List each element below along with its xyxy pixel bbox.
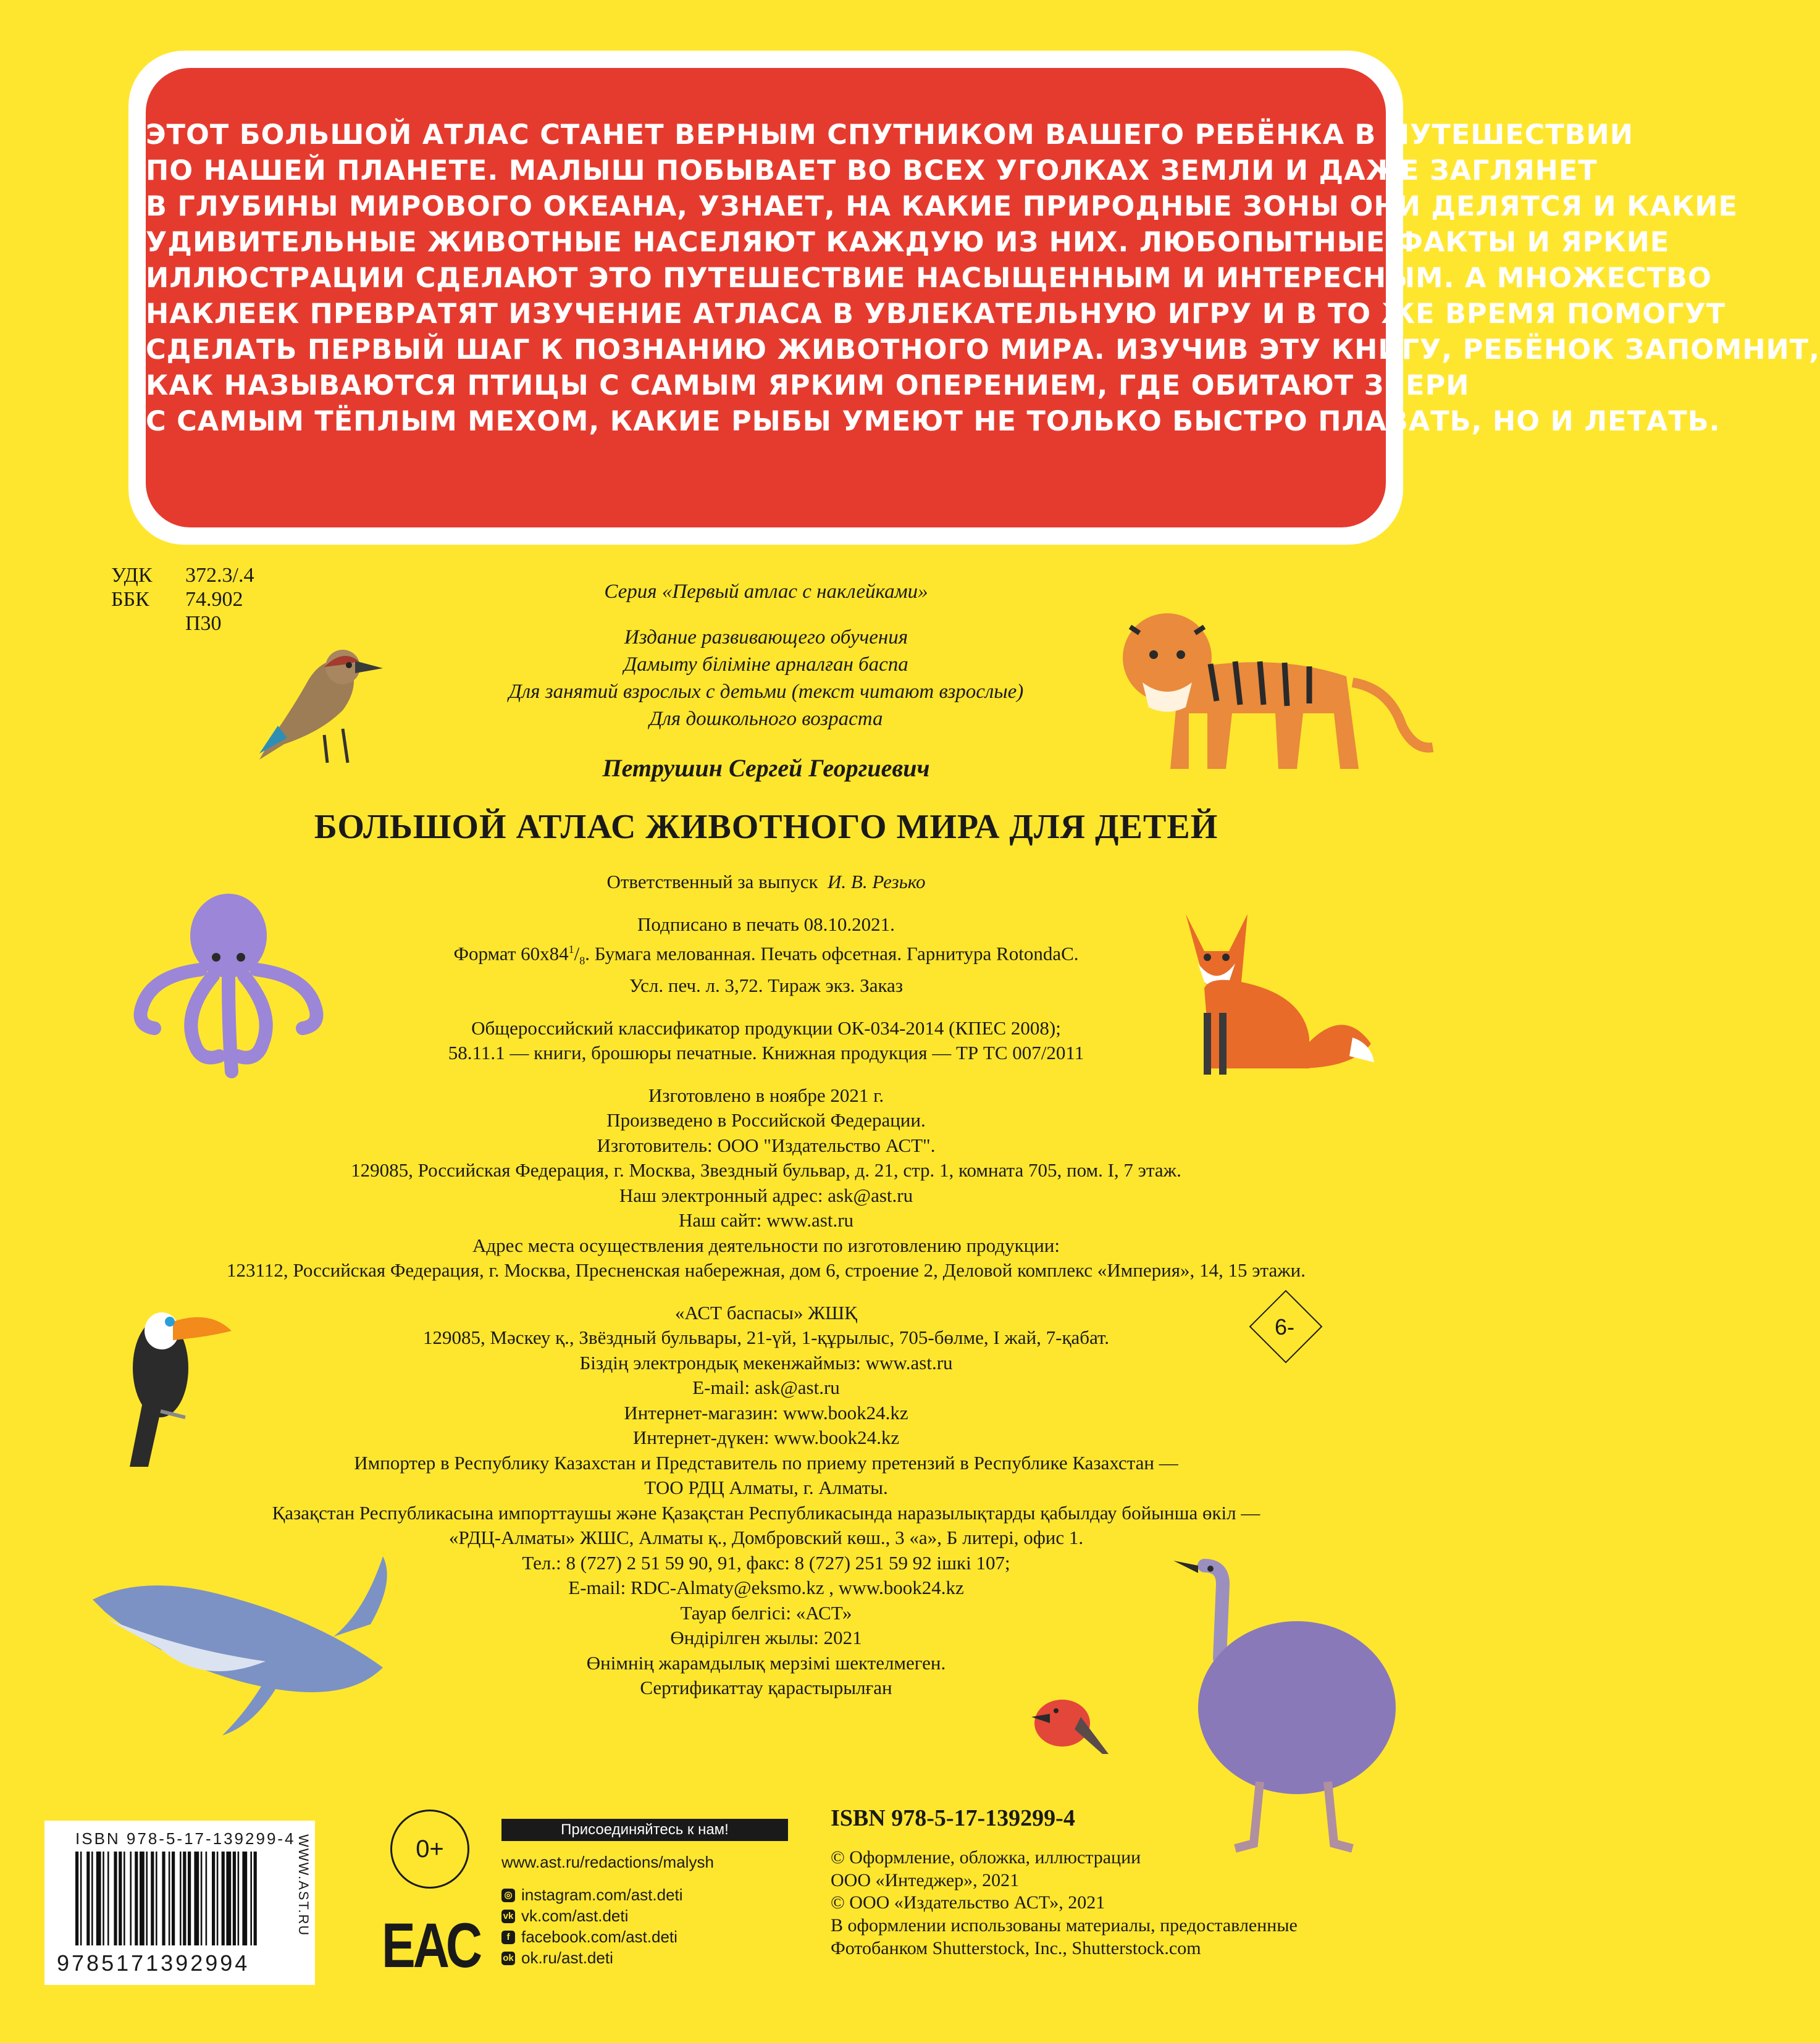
barcode-bar (217, 1852, 219, 1945)
barcode-bars (75, 1852, 291, 1945)
credit-line: Фотобанком Shutterstock, Inc., Shutterstock.com (831, 1937, 1201, 1958)
imprint-kz-line: Біздің электрондық мекенжаймыз: www.ast.ru (579, 1351, 953, 1374)
barcode-bar (180, 1852, 182, 1945)
barcode-bar (130, 1852, 132, 1945)
barcode-bar (242, 1852, 247, 1945)
print-format: Формат $60х84^1/_8$. Бумага мелованная. Печать офсетная. Гарнитура RotondaC. (453, 942, 1079, 967)
imprint-line: 129085, Российская Федерация, г. Москва, Звездный бульвар, д. 21, стр. 1, комната 705, пом. I, 7 этаж. (351, 1159, 1181, 1181)
barcode-bar (114, 1852, 117, 1945)
social-link-facebook[interactable]: f facebook.com/ast.deti (501, 1928, 677, 1947)
imprint-kz-line: «РДЦ-Алматы» ЖШС, Алматы қ., Домбровский көш., 3 «а», Б литері, офис 1. (448, 1527, 1084, 1549)
barcode-bar (140, 1852, 145, 1945)
barcode-bar (194, 1852, 199, 1945)
barcode-bar (212, 1852, 215, 1945)
imprint-kz-line: Қазақстан Республикасына импорттаушы және Қазақстан Республикасында наразылықтарды қабылдау бойынша өкіл — (272, 1501, 1260, 1524)
social-url-link[interactable]: www.ast.ru/redactions/malysh (501, 1853, 714, 1871)
barcode-bar (124, 1852, 125, 1945)
sparrow-illustration (256, 642, 386, 772)
credit-line: © Оформление, обложка, иллюстрации (831, 1847, 1141, 1868)
author-mark: П30 (185, 612, 222, 635)
imprint-kz-line: «АСТ баспасы» ЖШҚ (675, 1301, 857, 1324)
blurb-line: НАКЛЕЕК ПРЕВРАТЯТ ИЗУЧЕНИЕ АТЛАСА В УВЛЕКАТЕЛЬНУЮ ИГРУ И В ТО ЖЕ ВРЕМЯ ПОМОГУТ (146, 298, 1726, 330)
age-rating-6-label: 6- (1274, 1314, 1294, 1340)
octopus-illustration (127, 889, 330, 1093)
barcode-bar (75, 1852, 78, 1945)
imprint-kz-line: Интернет-дүкен: www.book24.kz (632, 1427, 900, 1449)
social-link-vk[interactable]: vk vk.com/ast.deti (501, 1907, 628, 1926)
barcode-bar (135, 1852, 138, 1945)
barcode-bar (86, 1852, 90, 1945)
eac-mark-icon: ЕАС (382, 1910, 480, 1981)
edition-line: Издание развивающего обучения (624, 626, 908, 648)
book-title: БОЛЬШОЙ АТЛАС ЖИВОТНОГО МИРА ДЛЯ ДЕТЕЙ (314, 808, 1218, 846)
blurb-line: С САМЫМ ТЁПЛЫМ МЕХОМ, КАКИЕ РЫБЫ УМЕЮТ НЕ ТОЛЬКО БЫСТРО ПЛАВАТЬ, НО И ЛЕТАТЬ. (146, 406, 1721, 437)
barcode-bar (103, 1852, 104, 1945)
barcode-bar (80, 1852, 82, 1945)
blurb-line: ИЛЛЮСТРАЦИИ СДЕЛАЮТ ЭТО ПУТЕШЕСТВИЕ НАСЫЩЕННЫМ И ИНТЕРЕСНЫМ. А МНОЖЕСТВО (146, 262, 1712, 294)
barcode-bar (169, 1852, 170, 1945)
barcode-bar (226, 1852, 231, 1945)
toucan-illustration (117, 1294, 241, 1473)
barcode-bar (183, 1852, 186, 1945)
imprint-kz-line: Интернет-магазин: www.book24.kz (624, 1401, 908, 1424)
barcode-bar (96, 1852, 101, 1945)
social-link-ok[interactable]: ok ok.ru/ast.deti (501, 1949, 613, 1968)
imprint-kz-line: 129085, Мәскеу қ., Звёздный бульвары, 21-үй, 1-құрылыс, 705-бөлме, I жай, 7-қабат. (422, 1327, 1110, 1349)
barcode-bar (188, 1852, 191, 1945)
blurb-line: КАК НАЗЫВАЮТСЯ ПТИЦЫ С САМЫМ ЯРКИМ ОПЕРЕНИЕМ, ГДЕ ОБИТАЮТ ЗВЕРИ (146, 370, 1470, 401)
blurb-line: В ГЛУБИНЫ МИРОВОГО ОКЕАНА, УЗНАЕТ, НА КАКИЕ ПРИРОДНЫЕ ЗОНЫ ОНИ ДЕЛЯТСЯ И КАКИЕ (146, 191, 1738, 222)
imprint-line: Наш сайт: www.ast.ru (678, 1209, 854, 1231)
imprint-kz-line: Өнімнің жарамдылық мерзімі шектелмеген. (586, 1651, 946, 1674)
imprint-line: 123112, Российская Федерация, г. Москва, Пресненская набережная, дом 6, строение 2, Деловой комплекс «Империя», 14, 15 этажи. (227, 1259, 1306, 1282)
barcode-bar (238, 1852, 240, 1945)
credit-line: В оформлении использованы материалы, предоставленные (831, 1915, 1298, 1936)
blurb-text (146, 117, 1820, 440)
whale-illustration (86, 1544, 395, 1748)
blurb-line: ПО НАШЕЙ ПЛАНЕТЕ. МАЛЫШ ПОБЫВАЕТ ВО ВСЕХ УГОЛКАХ ЗЕМЛИ И ДАЖЕ ЗАГЛЯНЕТ (146, 155, 1598, 187)
age-rating-0-plus: 0+ (390, 1810, 469, 1889)
edition-line: Дамыту біліміне арналған баспа (624, 653, 908, 676)
barcode-bar (254, 1852, 257, 1945)
imprint-kz-line: Сертификаттау қарастырылған (640, 1677, 892, 1699)
imprint-line: 58.11.1 — книги, брошюры печатные. Книжная продукция — ТР ТС 007/2011 (448, 1042, 1084, 1064)
responsible-line: Ответственный за выпуск И. В. Резько (606, 871, 926, 892)
print-signed: Подписано в печать 08.10.2021. (637, 913, 895, 935)
barcode-bar (156, 1852, 157, 1945)
imprint-kz-line: E-mail: RDC-Almaty@eksmo.kz , www.book24.kz (568, 1577, 964, 1599)
imprint-kz-line: Өндірілген жылы: 2021 (670, 1627, 862, 1649)
barcode-digits: 9785171392994 (57, 1950, 250, 1976)
imprint-kz-line: ТОО РДЦ Алматы, г. Алматы. (644, 1477, 888, 1499)
barcode-bar (222, 1852, 225, 1945)
barcode-bar (172, 1852, 175, 1945)
barcode-bar (91, 1852, 93, 1945)
social-header: Присоединяйтесь к нам! (501, 1819, 788, 1841)
emu-illustration (1167, 1559, 1402, 1850)
imprint-kz-line: Импортер в Республику Казахстан и Представитель по приему претензий в Республике Казахстан — (354, 1451, 1178, 1474)
imprint-line: Адрес места осуществления деятельности по изготовлению продукции: (472, 1234, 1060, 1256)
barcode-isbn: ISBN 978-5-17-139299-4 (75, 1829, 296, 1848)
social-link-instagram[interactable]: ◎ instagram.com/ast.deti (501, 1886, 683, 1905)
blurb-line: УДИВИТЕЛЬНЫЕ ЖИВОТНЫЕ НАСЕЛЯЮТ КАЖДУЮ ИЗ НИХ. ЛЮБОПЫТНЫЕ ФАКТЫ И ЯРКИЕ (146, 227, 1670, 258)
tiger-illustration (1118, 602, 1439, 787)
udk-code: УДК 372.3/.4 (111, 564, 254, 587)
ok-icon: ok (501, 1952, 515, 1965)
cardinal-illustration (1025, 1686, 1112, 1760)
imprint-line: Наш электронный адрес: ask@ast.ru (619, 1184, 913, 1206)
isbn-main: ISBN 978-5-17-139299-4 (831, 1805, 1075, 1831)
edition-line: Для дошкольного возраста (649, 708, 883, 730)
barcode-bar (250, 1852, 252, 1945)
imprint-kz-line: Тауар белгісі: «АСТ» (680, 1601, 852, 1624)
barcode-bar (201, 1852, 203, 1945)
site-vertical-text: WWW.AST.RU (296, 1834, 311, 1937)
barcode-bar (146, 1852, 148, 1945)
imprint-kz-line: Тел.: 8 (727) 2 51 59 90, 91, факс: 8 (727) 251 59 92 ішкі 107; (522, 1551, 1010, 1574)
facebook-icon: f (501, 1931, 515, 1944)
blurb-line: ЭТОТ БОЛЬШОЙ АТЛАС СТАНЕТ ВЕРНЫМ СПУТНИКОМ ВАШЕГО РЕБЁНКА В ПУТЕШЕСТВИИ (146, 119, 1634, 151)
imprint-kz-line: E-mail: ask@ast.ru (692, 1377, 840, 1399)
credit-line: ООО «Интеджер», 2021 (831, 1869, 1020, 1890)
bbk-code: ББК 74.902 (111, 588, 243, 611)
author-name: Петрушин Сергей Георгиевич (602, 754, 930, 782)
instagram-icon: ◎ (501, 1889, 515, 1902)
imprint-line: Произведено в Российской Федерации. (606, 1109, 926, 1131)
fox-illustration (1173, 908, 1377, 1081)
imprint-line: Общероссийский классификатор продукции ОК-034-2014 (КПЕС 2008); (471, 1017, 1061, 1039)
barcode-bar (206, 1852, 208, 1945)
series-name: Серия «Первый атлас с наклейками» (604, 581, 928, 603)
imprint-line: Изготовлено в ноябре 2021 г. (648, 1084, 884, 1106)
barcode-bar (119, 1852, 122, 1945)
edition-line: Для занятий взрослых с детьми (текст читают взрослые) (508, 681, 1024, 703)
barcode-bar (151, 1852, 154, 1945)
vk-icon: vk (501, 1910, 515, 1923)
barcode-bar (107, 1852, 109, 1945)
credit-line: © ООО «Издательство АСТ», 2021 (831, 1892, 1105, 1913)
imprint-line: Изготовитель: ООО "Издательство АСТ". (597, 1134, 936, 1156)
blurb-line: СДЕЛАТЬ ПЕРВЫЙ ШАГ К ПОЗНАНИЮ ЖИВОТНОГО МИРА. ИЗУЧИВ ЭТУ КНИГУ, РЕБЁНОК ЗАПОМНИТ, (146, 334, 1820, 366)
copyright-credits (831, 1847, 1298, 1960)
barcode-bar (233, 1852, 236, 1945)
barcode-bar (162, 1852, 165, 1945)
print-sheets: Усл. печ. л. 3,72. Тираж экз. Заказ (629, 975, 904, 997)
